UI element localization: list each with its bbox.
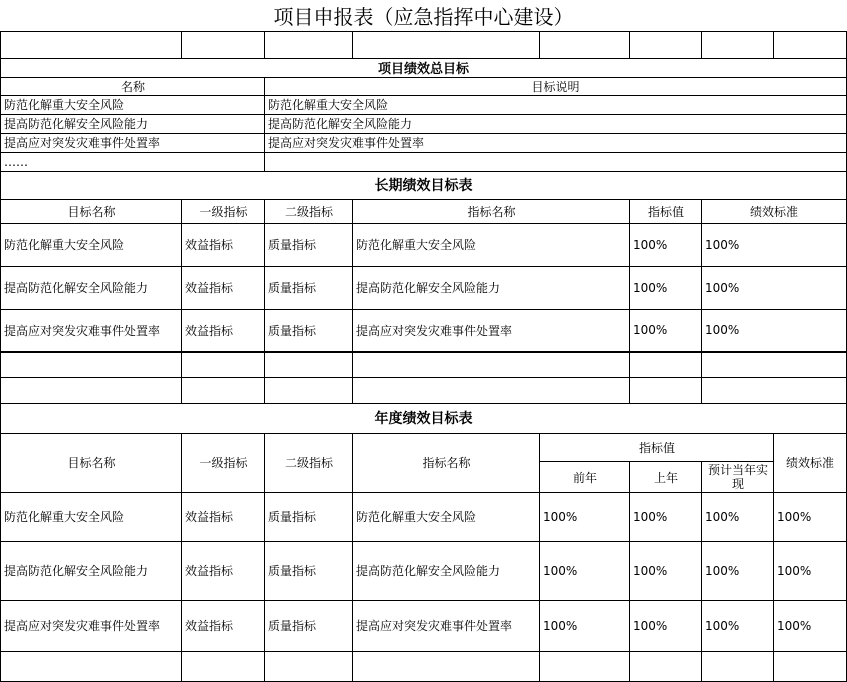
blank-cell[interactable] <box>629 351 702 377</box>
blank-cell[interactable] <box>264 377 353 403</box>
overall-desc-header[interactable]: 目标说明 <box>264 77 847 95</box>
blank-cell[interactable] <box>264 351 353 377</box>
an-sub-prev1[interactable]: 上年 <box>629 462 702 492</box>
lt-level1-cell[interactable]: 效益指标 <box>181 266 265 309</box>
overall-row <box>0 114 847 133</box>
lt-standard-cell[interactable]: 100% <box>701 223 847 266</box>
an-indicator-cell[interactable]: 提高应对突发灾难事件处置率 <box>352 600 540 651</box>
blank-cell[interactable] <box>539 651 630 682</box>
blank-cell[interactable] <box>181 651 265 682</box>
lt-standard-cell[interactable]: 100% <box>701 309 847 351</box>
overall-row <box>0 95 847 114</box>
an-prev1-cell[interactable]: 100% <box>629 492 702 541</box>
grid-line <box>0 492 847 493</box>
an-header-level2[interactable]: 二级指标 <box>264 433 353 492</box>
grid-line <box>0 114 847 115</box>
lt-row <box>0 223 847 266</box>
an-current-cell[interactable]: 100% <box>701 492 774 541</box>
annual-heading-row <box>0 403 847 433</box>
grid-line <box>0 133 847 134</box>
blank-cell[interactable] <box>629 651 702 682</box>
blank-cell[interactable] <box>701 651 774 682</box>
an-prev1-cell[interactable]: 100% <box>629 541 702 600</box>
blank-cell[interactable] <box>0 351 182 377</box>
grid-line <box>0 58 847 59</box>
lt-level2-cell[interactable]: 质量指标 <box>264 223 353 266</box>
blank-cell[interactable] <box>701 377 847 403</box>
grid-line <box>0 351 847 353</box>
lt-level2-cell[interactable]: 质量指标 <box>264 309 353 351</box>
annual-heading[interactable]: 年度绩效目标表 <box>0 403 847 433</box>
blank-cell[interactable] <box>264 31 353 58</box>
lt-level2-cell[interactable]: 质量指标 <box>264 266 353 309</box>
blank-cell[interactable] <box>264 651 353 682</box>
an-current-cell[interactable]: 100% <box>701 541 774 600</box>
an-header-goal[interactable]: 目标名称 <box>0 433 182 492</box>
overall-name-cell[interactable]: 提高防范化解安全风险能力 <box>0 114 265 133</box>
blank-cell[interactable] <box>701 351 847 377</box>
overall-name-cell[interactable]: 提高应对突发灾难事件处置率 <box>0 133 265 152</box>
an-current-cell[interactable]: 100% <box>701 600 774 651</box>
blank-cell[interactable] <box>701 31 774 58</box>
an-prev2-cell[interactable]: 100% <box>539 492 630 541</box>
lt-goal-cell[interactable]: 提高应对突发灾难事件处置率 <box>0 309 182 351</box>
lt-value-cell[interactable]: 100% <box>629 309 702 351</box>
lt-level1-cell[interactable]: 效益指标 <box>181 223 265 266</box>
sheet-title[interactable]: 项目申报表（应急指挥中心建设） <box>273 5 574 29</box>
lt-goal-cell[interactable]: 提高防范化解安全风险能力 <box>0 266 182 309</box>
lt-header-standard[interactable]: 绩效标准 <box>701 199 847 223</box>
an-header-level1[interactable]: 一级指标 <box>181 433 265 492</box>
lt-blank-row <box>0 351 847 377</box>
blank-cell[interactable] <box>0 377 182 403</box>
grid-line <box>0 651 847 652</box>
grid-line <box>0 403 847 404</box>
an-sub-current[interactable]: 预计当年实现 <box>701 462 774 492</box>
blank-cell[interactable] <box>629 377 702 403</box>
blank-cell[interactable] <box>352 377 630 403</box>
an-goal-cell[interactable]: 提高应对突发灾难事件处置率 <box>0 600 182 651</box>
blank-cell[interactable] <box>0 31 182 58</box>
blank-cell[interactable] <box>773 651 847 682</box>
overall-row <box>0 152 847 171</box>
lt-header-level2[interactable]: 二级指标 <box>264 199 353 223</box>
blank-cell[interactable] <box>352 351 630 377</box>
blank-cell[interactable] <box>181 377 265 403</box>
blank-cell[interactable] <box>629 31 702 58</box>
an-header-standard[interactable]: 绩效标准 <box>773 433 847 492</box>
an-prev1-cell[interactable]: 100% <box>629 600 702 651</box>
lt-header-indicator[interactable]: 指标名称 <box>352 199 630 223</box>
lt-row <box>0 309 847 351</box>
longterm-header-row <box>0 199 847 223</box>
grid-line <box>0 152 847 153</box>
overall-name-header[interactable]: 名称 <box>0 77 265 95</box>
overall-desc-cell[interactable]: 防范化解重大安全风险 <box>264 95 847 114</box>
an-level1-cell[interactable]: 效益指标 <box>181 492 265 541</box>
overall-header-row <box>0 77 847 95</box>
blank-cell[interactable] <box>181 351 265 377</box>
longterm-heading-row <box>0 171 847 199</box>
grid-line <box>0 266 847 267</box>
an-prev2-cell[interactable]: 100% <box>539 541 630 600</box>
an-header-indicator[interactable]: 指标名称 <box>352 433 540 492</box>
longterm-heading[interactable]: 长期绩效目标表 <box>0 171 847 199</box>
an-blank-row <box>0 651 847 682</box>
an-row <box>0 600 847 651</box>
blank-cell[interactable] <box>181 31 265 58</box>
an-standard-cell[interactable]: 100% <box>773 492 847 541</box>
grid-line <box>0 77 847 78</box>
lt-row <box>0 266 847 309</box>
blank-cell[interactable] <box>773 31 847 58</box>
grid-line <box>0 171 847 172</box>
overall-name-cell[interactable]: …… <box>0 152 265 171</box>
grid-line <box>0 309 847 310</box>
lt-blank-row <box>0 377 847 403</box>
an-level1-cell[interactable]: 效益指标 <box>181 600 265 651</box>
an-sub-prev2[interactable]: 前年 <box>539 462 630 492</box>
lt-indicator-cell[interactable]: 防范化解重大安全风险 <box>352 223 630 266</box>
grid-line <box>0 199 847 200</box>
grid-line <box>0 600 847 601</box>
blank-cell[interactable] <box>539 31 630 58</box>
grid-line <box>0 433 847 434</box>
an-goal-cell[interactable]: 提高防范化解安全风险能力 <box>0 541 182 600</box>
grid-line <box>0 541 847 542</box>
an-row <box>0 492 847 541</box>
grid-line <box>0 377 847 378</box>
an-level2-cell[interactable]: 质量指标 <box>264 492 353 541</box>
lt-indicator-cell[interactable]: 提高防范化解安全风险能力 <box>352 266 630 309</box>
lt-header-level1[interactable]: 一级指标 <box>181 199 265 223</box>
overall-row <box>0 133 847 152</box>
lt-header-value[interactable]: 指标值 <box>629 199 702 223</box>
an-header-value[interactable]: 指标值 <box>539 433 774 462</box>
lt-level1-cell[interactable]: 效益指标 <box>181 309 265 351</box>
overall-desc-cell[interactable]: 提高防范化解安全风险能力 <box>264 114 847 133</box>
annual-header-row <box>0 433 847 492</box>
an-standard-cell[interactable]: 100% <box>773 541 847 600</box>
lt-indicator-cell[interactable]: 提高应对突发灾难事件处置率 <box>352 309 630 351</box>
title-row <box>0 0 847 31</box>
blank-row-top <box>0 31 847 58</box>
blank-cell[interactable] <box>0 651 182 682</box>
overall-heading-row <box>0 58 847 77</box>
blank-cell[interactable] <box>352 651 540 682</box>
grid-line <box>0 95 847 96</box>
an-standard-cell[interactable]: 100% <box>773 600 847 651</box>
grid-line <box>0 31 847 32</box>
overall-desc-cell[interactable] <box>264 152 847 171</box>
overall-name-cell[interactable]: 防范化解重大安全风险 <box>0 95 265 114</box>
grid-line <box>0 223 847 224</box>
overall-heading[interactable]: 项目绩效总目标 <box>0 58 847 77</box>
an-prev2-cell[interactable]: 100% <box>539 600 630 651</box>
an-indicator-cell[interactable]: 防范化解重大安全风险 <box>352 492 540 541</box>
an-level2-cell[interactable]: 质量指标 <box>264 600 353 651</box>
lt-standard-cell[interactable]: 100% <box>701 266 847 309</box>
an-indicator-cell[interactable]: 提高防范化解安全风险能力 <box>352 541 540 600</box>
an-goal-cell[interactable]: 防范化解重大安全风险 <box>0 492 182 541</box>
overall-desc-cell[interactable]: 提高应对突发灾难事件处置率 <box>264 133 847 152</box>
an-row <box>0 541 847 600</box>
an-level2-cell[interactable]: 质量指标 <box>264 541 353 600</box>
lt-header-goal[interactable]: 目标名称 <box>0 199 182 223</box>
blank-cell[interactable] <box>352 31 540 58</box>
lt-value-cell[interactable]: 100% <box>629 223 702 266</box>
lt-goal-cell[interactable]: 防范化解重大安全风险 <box>0 223 182 266</box>
an-level1-cell[interactable]: 效益指标 <box>181 541 265 600</box>
lt-value-cell[interactable]: 100% <box>629 266 702 309</box>
